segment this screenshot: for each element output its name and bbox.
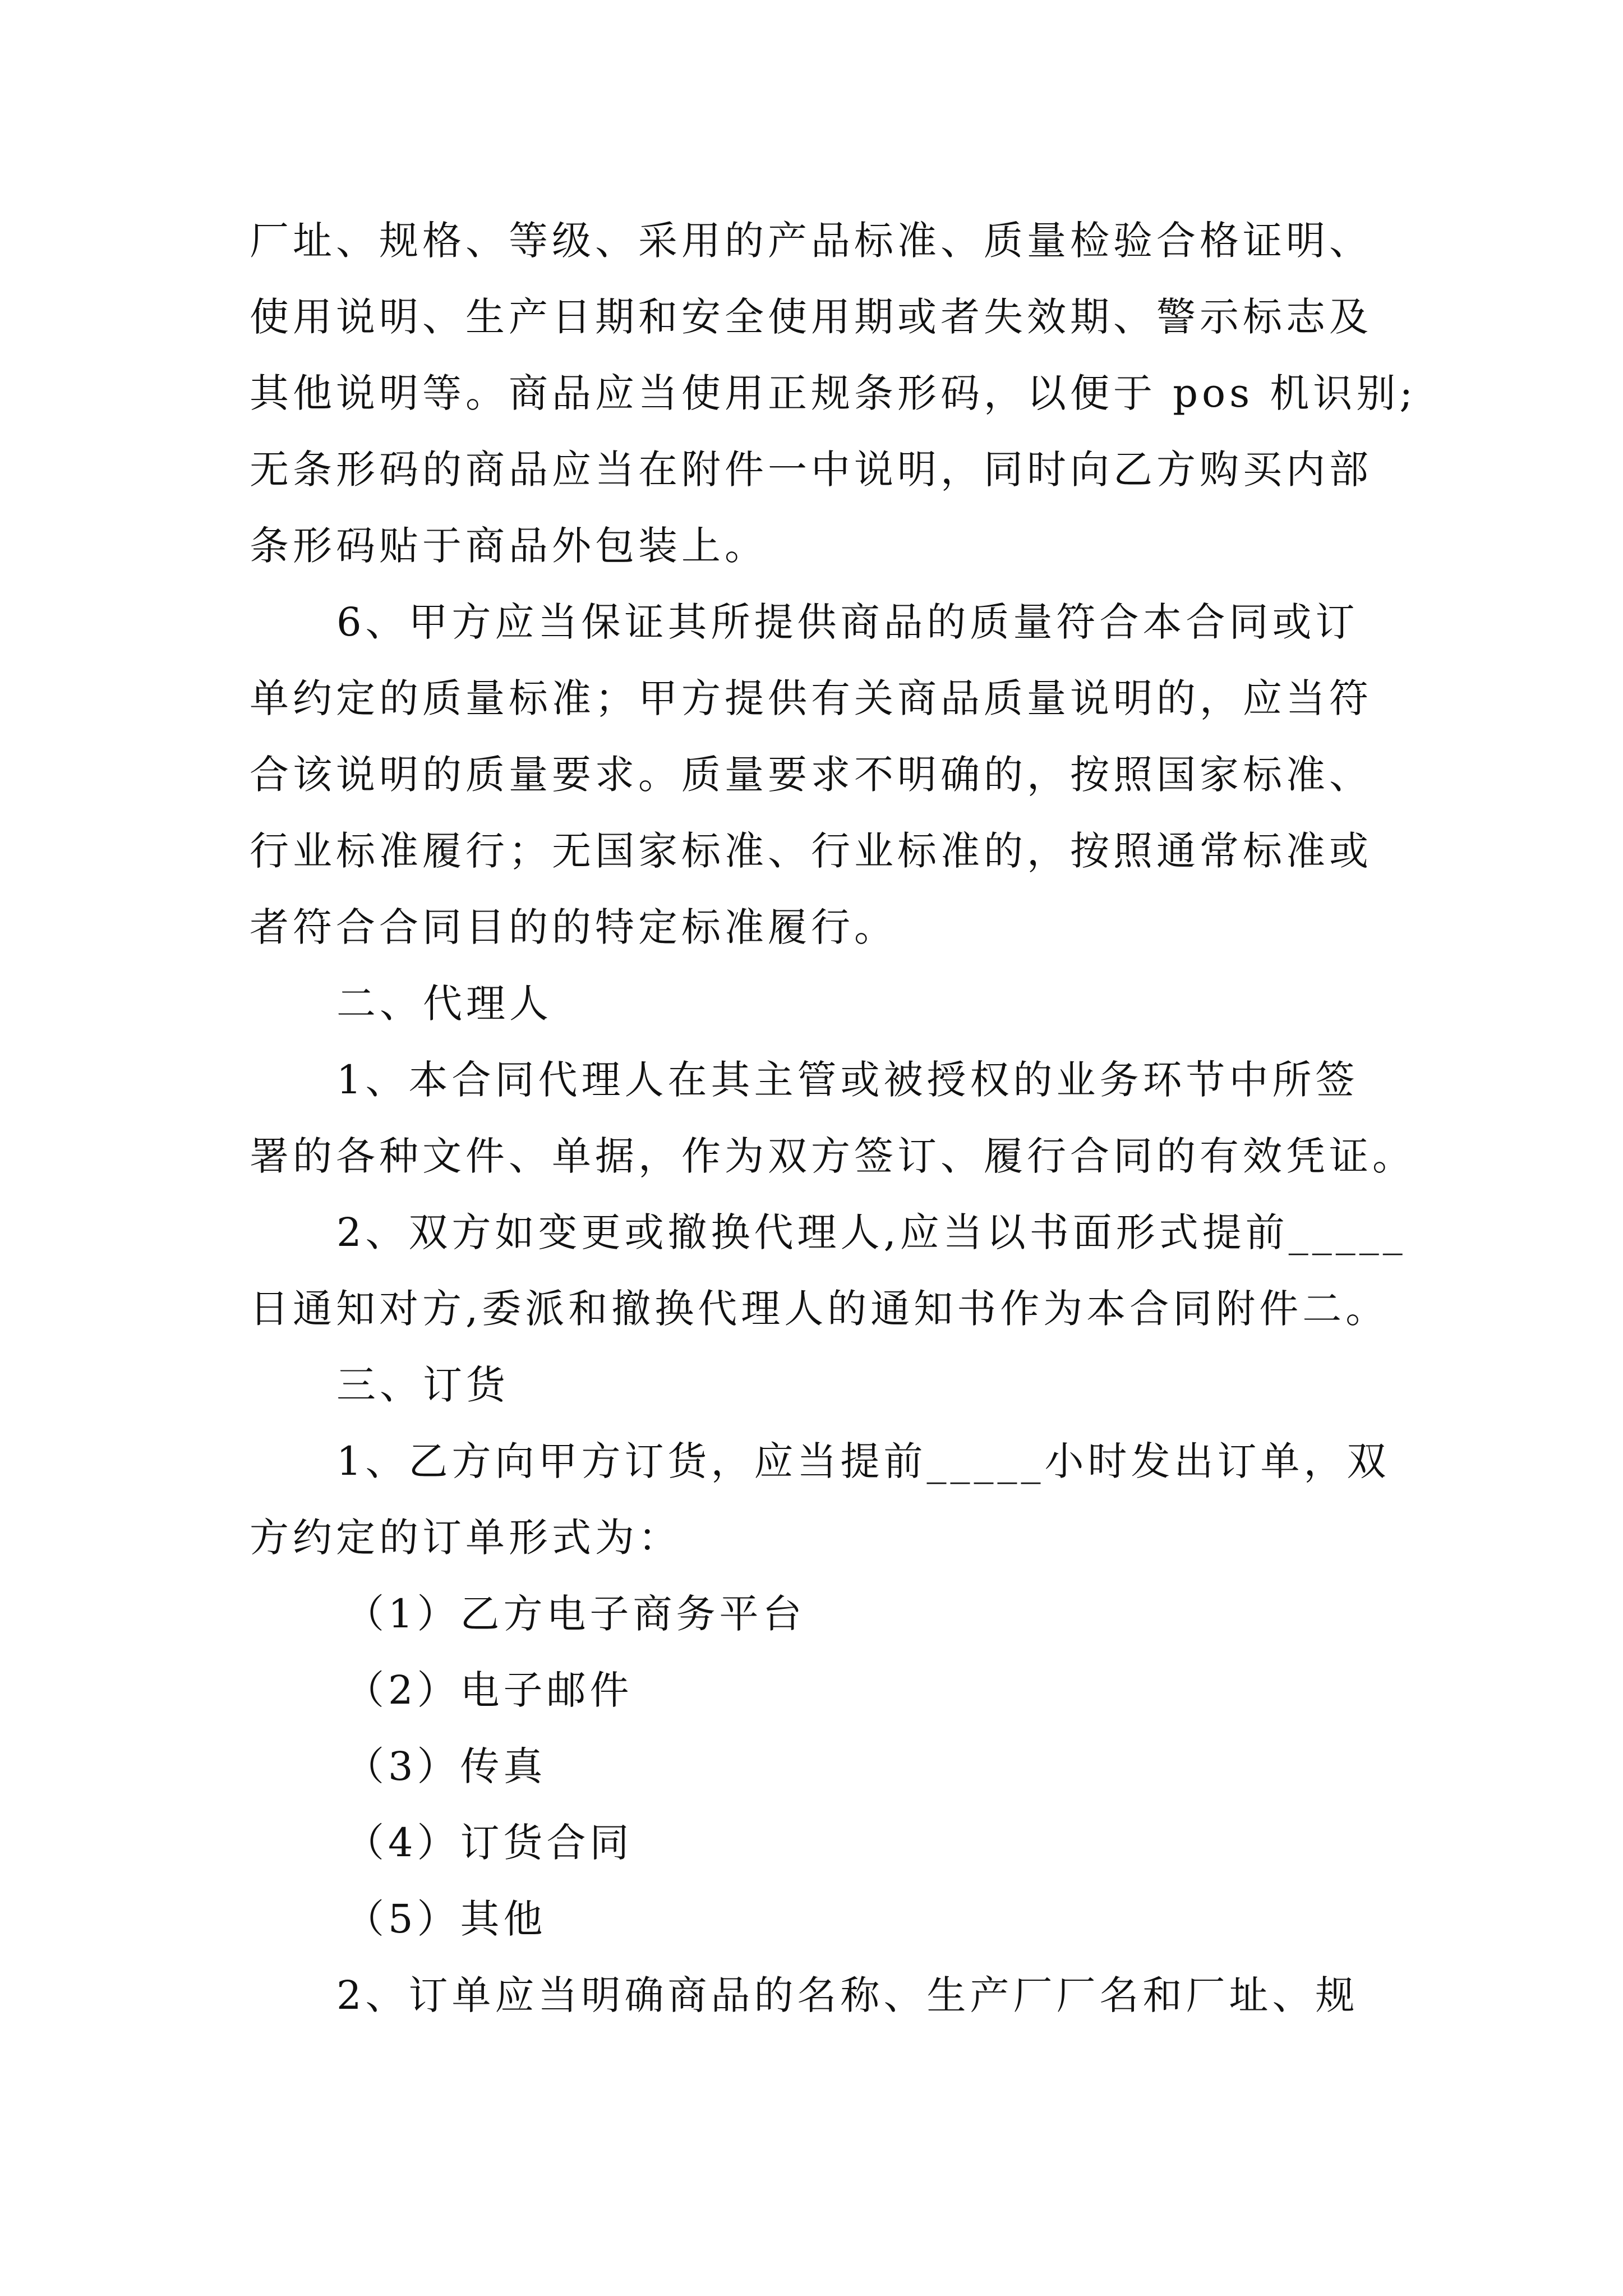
paragraph-start-line: 2、双方如变更或撤换代理人,应当以书面形式提前_____ — [336, 1209, 1407, 1255]
section-heading: 三、订货 — [336, 1362, 509, 1408]
text-line: 署的各种文件、单据，作为双方签订、履行合同的有效凭证。 — [250, 1133, 1415, 1179]
paragraph-start-line: 1、本合同代理人在其主管或被授权的业务环节中所签 — [336, 1057, 1359, 1103]
text-line: 者符合合同目的的特定标准履行。 — [250, 904, 897, 950]
paragraph-start-line: 6、甲方应当保证其所提供商品的质量符合本合同或订 — [336, 599, 1359, 645]
list-item: （5）其他 — [345, 1896, 547, 1942]
list-item: （4）订货合同 — [345, 1820, 633, 1866]
text-line: 单约定的质量标准；甲方提供有关商品质量说明的，应当符 — [250, 675, 1372, 721]
text-line: 行业标准履行；无国家标准、行业标准的，按照通常标准或 — [250, 828, 1372, 874]
text-line: 方约定的订单形式为： — [250, 1515, 681, 1561]
list-item: （3）传真 — [345, 1743, 547, 1789]
text-line: 合该说明的质量要求。质量要求不明确的，按照国家标准、 — [250, 752, 1372, 798]
list-item: （1）乙方电子商务平台 — [345, 1591, 806, 1637]
paragraph-start-line: 2、订单应当明确商品的名称、生产厂厂名和厂址、规 — [336, 1972, 1359, 2018]
text-line: 无条形码的商品应当在附件一中说明，同时向乙方购买内部 — [250, 447, 1372, 493]
section-heading: 二、代理人 — [336, 981, 552, 1027]
text-line: 使用说明、生产日期和安全使用期或者失效期、警示标志及 — [250, 294, 1372, 340]
text-line: 日通知对方,委派和撤换代理人的通知书作为本合同附件二。 — [250, 1286, 1389, 1332]
text-line: 厂址、规格、等级、采用的产品标准、质量检验合格证明、 — [250, 218, 1372, 264]
list-item: （2）电子邮件 — [345, 1667, 633, 1713]
text-line: 条形码贴于商品外包装上。 — [250, 523, 768, 569]
text-line: 其他说明等。商品应当使用正规条形码，以便于 pos 机识别; — [250, 370, 1417, 416]
paragraph-start-line: 1、乙方向甲方订货，应当提前_____小时发出订单，双 — [336, 1438, 1390, 1484]
